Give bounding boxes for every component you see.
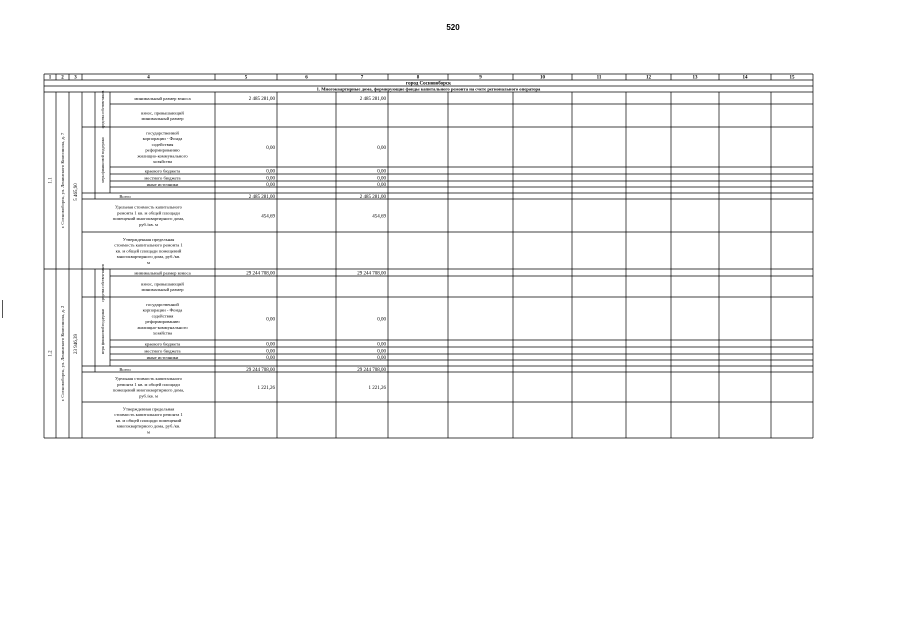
unit-cost-label: ремонта 1 кв. м общей площади [117,210,180,216]
row-number: 1.2 [48,350,54,357]
value-col7: 0,00 [377,317,386,323]
column-header-13: 13 [692,75,698,81]
column-header-14: 14 [742,75,748,81]
column-header-2: 2 [61,75,64,81]
value-col7: 2 485 281,00 [359,194,386,200]
column-header-15: 15 [789,75,795,81]
value-col5: 0,00 [266,169,275,175]
max-cost-label: Утвержденная предельная [122,406,175,412]
column-header-7: 7 [360,75,364,81]
address-text: г. Сосновоборск, ул. Ленинского Комсомола, д. 7 [60,132,65,229]
value-col5: 0,00 [266,349,275,355]
column-header-10: 10 [540,75,545,81]
value-col5: 2 485 281,00 [248,194,275,200]
column-header-5: 5 [244,75,248,81]
column-header-3: 3 [74,75,77,81]
state-corp-label: жилищно-коммунального [137,324,188,330]
regional-budget-label: краевого бюджета [144,168,181,174]
state-corp-label: содействия [151,313,174,319]
max-cost-label: многоквартирного дома, руб./кв. [116,254,181,260]
column-header-9: 9 [479,75,482,81]
value-col7: 1 221,26 [368,385,386,391]
value-col7: 0,00 [377,349,386,355]
value-col5: 29 244 708,00 [246,271,275,277]
max-cost-label: кв. м общей площади помещений [115,417,182,423]
unit-cost-label: Удельная стоимость капитального [115,204,182,210]
value-col5: 1 221,26 [257,385,275,391]
unit-cost-label: руб./кв. м [139,393,158,399]
min-contribution-label: минимальный размер взноса [134,95,191,101]
local-budget-label: местного бюджета [144,348,181,354]
max-cost-label: стоимость капитального ремонта 1 [114,412,183,418]
value-col7: 0,00 [377,176,386,182]
column-header-6: 6 [305,75,308,81]
state-corp-label: хозяйства [153,159,172,165]
column-header-11: 11 [596,75,602,81]
min-contribution-label: минимальный размер взноса [134,270,191,276]
value-col7: 0,00 [377,355,386,361]
value-col5: 0,00 [266,176,275,182]
other-sources-label: иные источники [146,354,179,360]
value-col7: 29 244 708,00 [357,271,386,277]
value-col7: 29 244 708,00 [357,367,386,373]
support-label: меры финансовой поддержки [101,308,105,355]
max-cost-label: м [147,259,150,265]
regional-budget-label: краевого бюджета [144,341,181,347]
value-col5: 0,00 [266,355,275,361]
page-number: 520 [446,23,460,32]
unit-cost-label: помещений многоквартирного дома, [112,387,185,393]
value-col7: 454,69 [372,214,386,220]
excess-contribution-label: взнос, превышающий [141,281,184,287]
column-header-8: 8 [416,75,420,81]
state-corp-label: корпорации - Фонда [142,307,183,313]
max-cost-label: м [147,429,150,435]
address-text: г. Сосновоборск, ул. Ленинского Комсомола, д. 2 [60,305,65,402]
value-col5: 2 485 281,00 [248,96,275,102]
local-budget-label: местного бюджета [144,175,181,181]
value-col7: 0,00 [377,342,386,348]
column-header-4: 4 [147,75,150,81]
max-cost-label: многоквартирного дома, руб./кв. [116,423,181,429]
value-col5: 0,00 [266,342,275,348]
own-funds-label: средства собствен-ников [101,90,105,129]
value-col7: 0,00 [377,182,386,188]
row-number: 1.1 [48,177,54,184]
area-value: 5 465,90 [74,183,79,201]
unit-cost-label: руб./кв. м [139,221,158,227]
own-funds-label: средства собствен-ников [101,264,105,302]
column-header-12: 12 [646,75,651,81]
state-corp-label: реформированию [145,319,180,325]
column-header-1: 1 [48,75,52,81]
state-corp-label: содействия [151,141,174,147]
state-corp-label: реформированию [145,147,180,153]
max-cost-label: стоимость капитального ремонта 1 [114,242,183,248]
value-col5: 454,69 [261,214,275,220]
state-corp-label: хозяйства [153,330,172,336]
excess-contribution-label: минимальный размер [141,287,184,293]
section-title: 1. Многоквартирные дома, формирующие фонды капитального ремонта на счете регионального оператора [316,86,541,92]
excess-contribution-label: минимальный размер [141,116,184,122]
unit-cost-label: помещений многоквартирного дома, [112,216,185,222]
area-value: 23 946,39 [74,334,79,354]
value-col5: 0,00 [266,317,275,323]
excess-contribution-label: взнос, превышающий [141,110,184,116]
value-col7: 2 485 281,00 [359,96,386,102]
value-col7: 0,00 [377,145,386,151]
total-label: Всего [119,193,131,199]
unit-cost-label: Удельная стоимость капитального [115,376,182,382]
support-label: меры финансовой поддержки [101,137,105,183]
value-col5: 0,00 [266,182,275,188]
total-label: Всего [119,366,131,372]
state-corp-label: корпорации - Фонда [142,136,183,142]
value-col5: 0,00 [266,145,275,151]
other-sources-label: иные источники [146,181,179,187]
state-corp-label: жилищно-коммунального [137,153,188,159]
value-col5: 29 244 708,00 [246,367,275,373]
value-col7: 0,00 [377,169,386,175]
state-corp-label: государственной [146,301,179,307]
city-title: город Сосновоборск [405,81,452,87]
state-corp-label: государственной [146,130,179,136]
unit-cost-label: ремонта 1 кв. м общей площади [117,381,180,387]
max-cost-label: Утвержденная предельная [122,236,175,242]
max-cost-label: кв. м общей площади помещений [115,248,182,254]
